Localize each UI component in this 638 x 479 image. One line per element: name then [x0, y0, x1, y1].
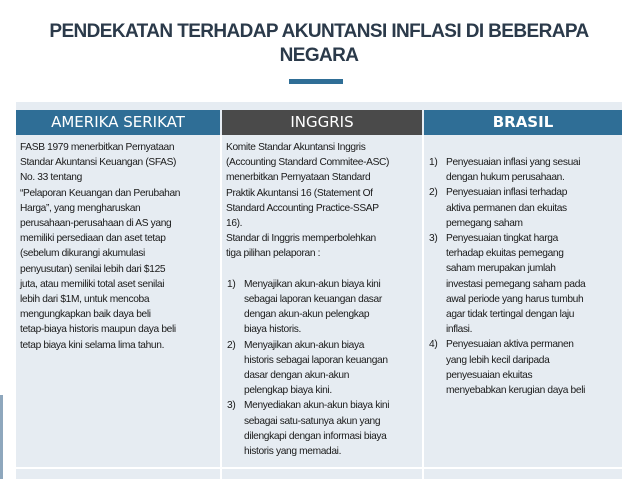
text-line: mengungkapkan baik daya beli [20, 309, 151, 321]
text-line: (Accounting Standard Commitee-ASC) [226, 157, 390, 169]
text-line: dengan hukum perusahaan. [446, 172, 565, 184]
text-line: Standar Akuntansi Keuangan (SFAS) [20, 157, 177, 169]
text-line: pelengkap biaya kini. [244, 385, 332, 397]
list-item [428, 337, 620, 398]
text-line: biaya historis. [244, 324, 302, 336]
title-line-2: NEGARA [279, 45, 359, 66]
text-line: Praktik Akuntansi 16 (Statement Of [226, 187, 373, 199]
list-number: 2) [227, 339, 236, 351]
text-line: historis yang memadai. [244, 446, 342, 458]
text-line: FASB 1979 menerbitkan Pernyataan [20, 142, 175, 153]
text-line: juta, atau memiliki total aset senilai [20, 278, 165, 290]
text-line: perusahaan-perusahaan di AS yang [20, 218, 172, 230]
text-line: pemegang saham [446, 217, 523, 229]
column-divider [422, 135, 424, 479]
text-line: inflasi. [446, 324, 473, 336]
text-line: Penyesuaian inflasi terhadap [446, 187, 568, 199]
text-line: tetap biaya kini selama lima tahun. [20, 339, 165, 351]
list-item [428, 231, 620, 337]
text-line: yang lebih kecil daripada [446, 354, 550, 366]
text-line: 16). [226, 218, 243, 230]
text-line: menyebabkan kerugian daya beli [446, 385, 586, 397]
comparison-table [16, 102, 622, 479]
text-line: Standar di Inggris memperbolehkan [226, 233, 376, 245]
text-line: Penyesuaian aktiva permanen [446, 339, 574, 351]
cell-inggris [222, 137, 422, 467]
text-line: “Pelaporan Keuangan dan Perubahan [20, 187, 181, 199]
list-item [226, 277, 420, 338]
text-line: sebagai satu-satunya akun yang [244, 415, 381, 427]
list-item [226, 398, 420, 459]
text-line: dasar dengan akun-akun [244, 370, 350, 382]
text-line: Penyesuaian inflasi yang sesuai [446, 157, 581, 168]
text-line: lebih dari $1M, untuk mencoba [20, 294, 150, 306]
text-line: sebagai laporan keuangan dasar [244, 294, 382, 306]
text-line: investasi pemegang saham pada [446, 278, 586, 290]
text-line: aktiva permanen dan ekuitas [446, 202, 567, 214]
page-title [0, 20, 638, 68]
text-line: tetap-biaya historis maupun daya beli [20, 324, 176, 336]
text-line: Menyajikan akun-akun biaya kini [244, 278, 381, 290]
text-line: Menyajikan akun-akun biaya [244, 339, 365, 351]
text-line: dengan akun-akun pelengkap [244, 309, 370, 321]
list-item [428, 185, 620, 231]
list-number: 2) [429, 187, 438, 199]
text-line: awal periode yang harus tumbuh [446, 293, 584, 305]
text-line: terhadap ekuitas pemegang [446, 248, 564, 260]
list-number: 1) [429, 157, 438, 168]
text-line: memiliki persediaan dan aset tetap [20, 233, 166, 245]
list-item [226, 338, 420, 399]
text-line: No. 33 tentang [20, 172, 82, 184]
list-number: 4) [429, 339, 438, 351]
text-line: agar tidak tertingal dengan laju [446, 309, 575, 321]
cell-amerika-serikat [16, 137, 220, 467]
list-number: 3) [429, 233, 438, 245]
text-line: dilengkapi dengan informasi biaya [244, 430, 387, 442]
left-accent-bar [0, 395, 3, 479]
text-line: penyesuaian ekuitas [446, 369, 533, 381]
text-line: Komite Standar Akuntansi Inggris [226, 142, 366, 153]
text-line: menerbitkan Pernyataan Standard [226, 172, 371, 184]
spacer [226, 262, 420, 277]
text-line: Penyesuaian tingkat harga [446, 233, 558, 245]
header-brasil: BRASIL [424, 110, 622, 135]
title-underline [289, 79, 343, 84]
cell-brasil [424, 137, 622, 467]
text-line: (sebelum dikurangi akumulasi [20, 248, 145, 260]
reporting-options-list [226, 277, 420, 459]
text-line: penyusutan) senilai lebih dari $125 [20, 263, 166, 275]
column-divider [220, 135, 222, 479]
text-line: Standard Accounting Practice-SSAP [226, 202, 379, 214]
text-line: Harga”, yang mengharuskan [20, 202, 141, 214]
list-number: 3) [227, 400, 236, 412]
row-divider [16, 467, 622, 469]
list-item [428, 155, 620, 185]
title-line-1: PENDEKATAN TERHADAP AKUNTANSI INFLASI DI BEBERAPA [49, 21, 589, 42]
header-amerika-serikat: AMERIKA SERIKAT [16, 110, 220, 135]
list-number: 1) [227, 278, 236, 290]
text-line: Menyediakan akun-akun biaya kini [244, 400, 390, 412]
text-line: historis sebagai laporan keuangan [244, 354, 388, 366]
text-line: tiga pilihan pelaporan : [226, 248, 321, 260]
header-inggris: INGGRIS [222, 110, 422, 135]
adjustments-list [428, 155, 620, 398]
text-line: saham merupakan jumlah [446, 263, 556, 275]
